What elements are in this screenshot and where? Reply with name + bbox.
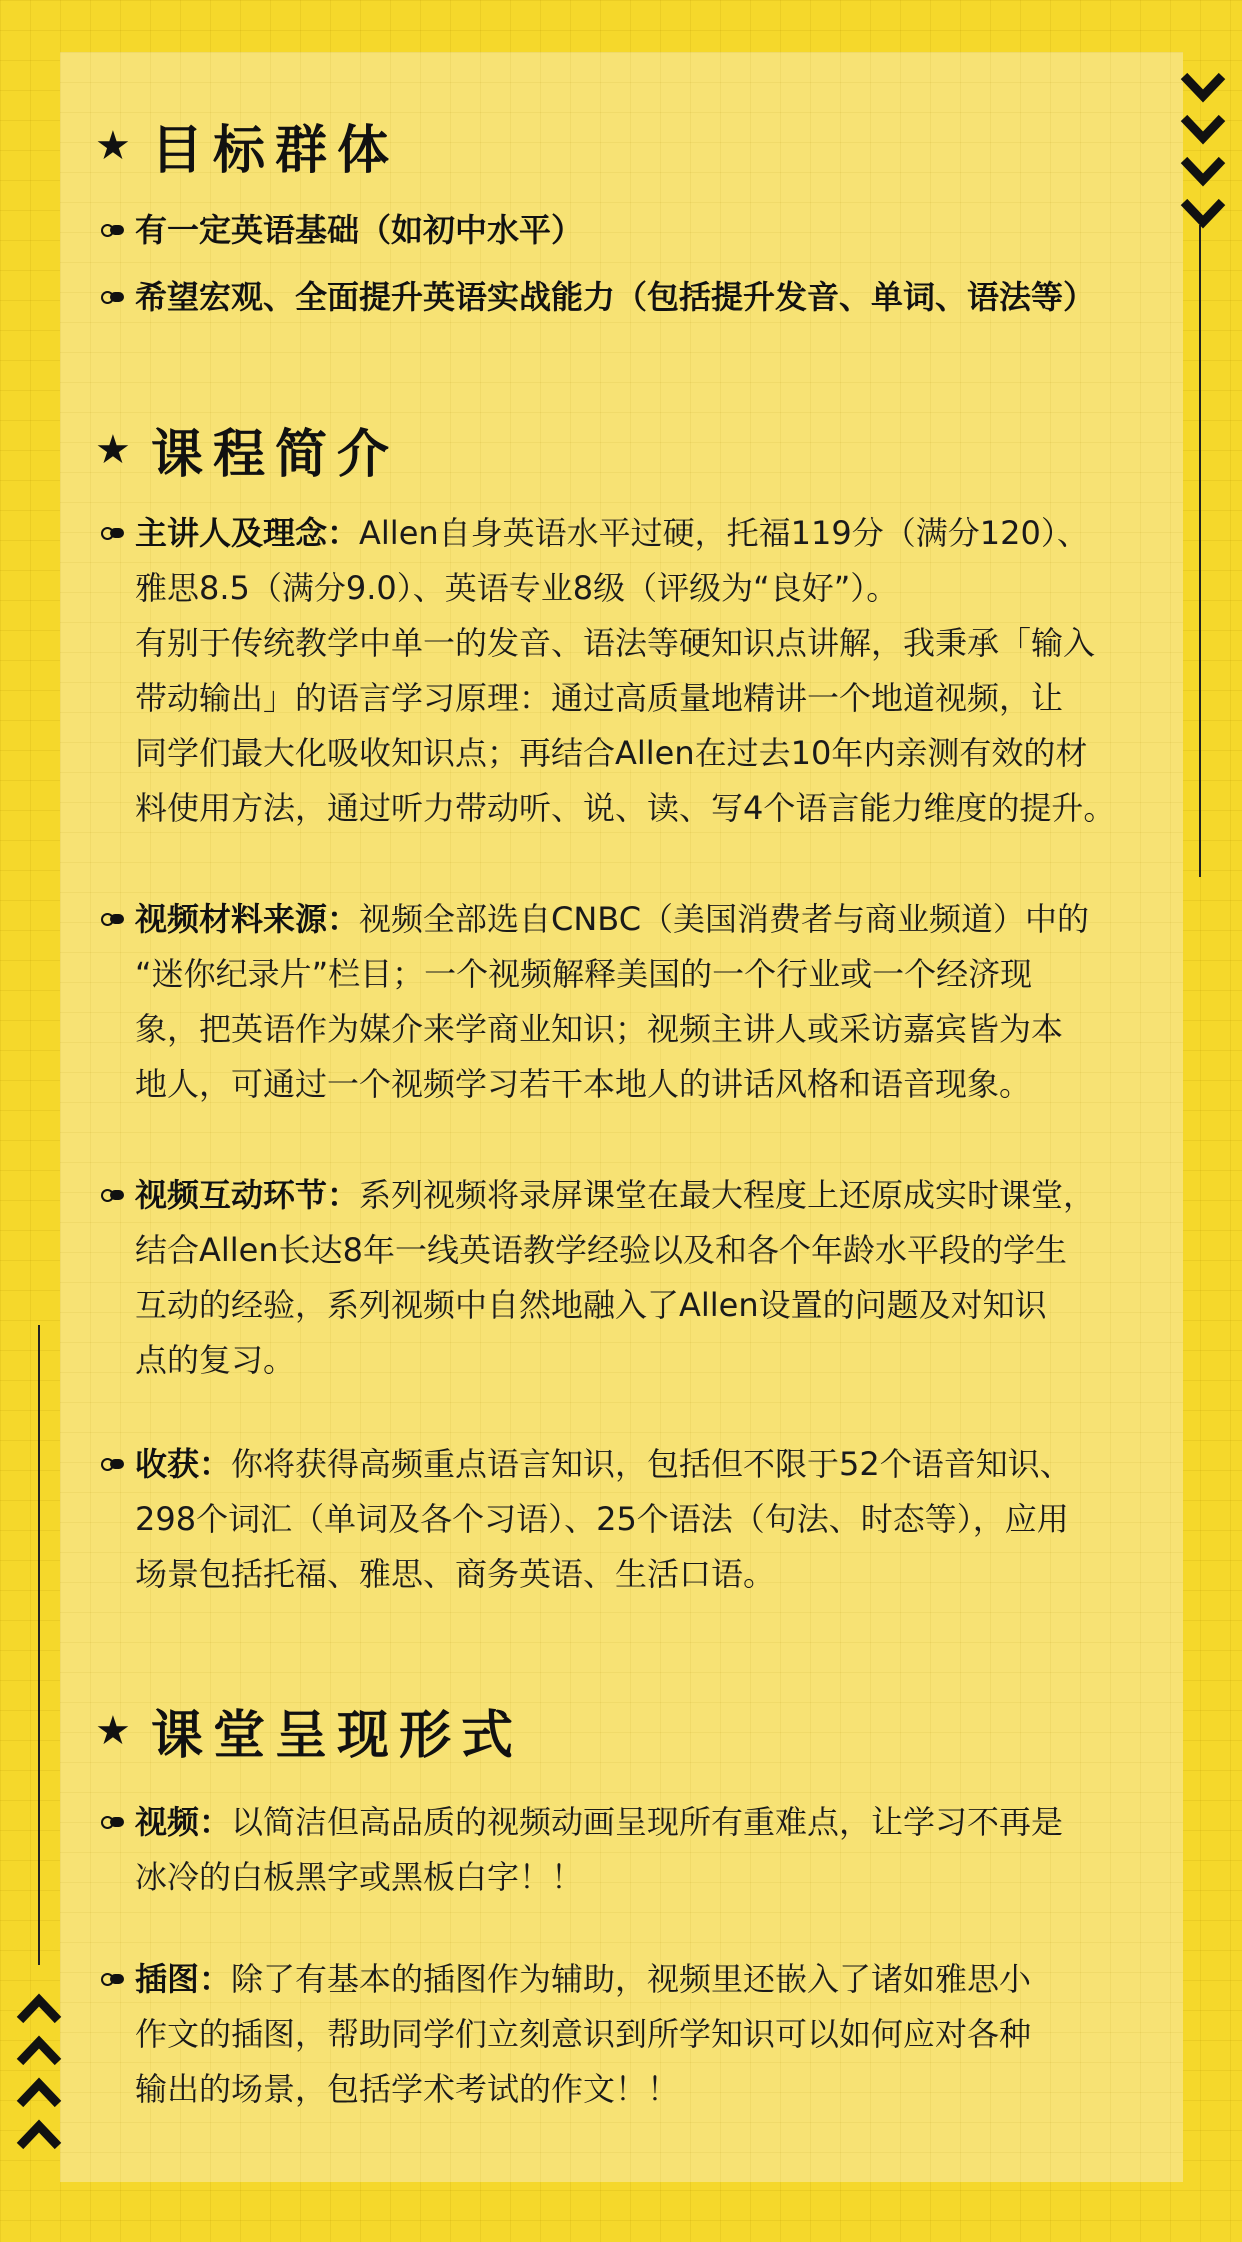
- bullet-icon: [101, 1188, 127, 1202]
- section-title-presentation-format: ★ 课堂呈现形式: [95, 1706, 524, 1766]
- chevron-up-icon: [16, 1992, 62, 2167]
- left-divider-line: [38, 1325, 40, 1965]
- list-item-gains: 收获：你将获得高频重点语言知识，包括但不限于52个语音知识、 298个词汇（单词及各个习语）、25个语法（句法、时态等），应用 场景包括托福、雅思、商务英语、生活口语。: [95, 1437, 1155, 1602]
- bullet-icon: [101, 526, 127, 540]
- list-item: 希望宏观、全面提升英语实战能力（包括提升发音、单词、语法等）: [95, 270, 1155, 325]
- bullet-icon: [101, 290, 127, 304]
- star-icon: ★: [95, 426, 131, 473]
- list-item-instructor: 主讲人及理念：Allen自身英语水平过硬，托福119分（满分120）、 雅思8.5（满分9.0）、英语专业8级（评级为“良好”）。 有别于传统教学中单一的发音、语法等硬知识点讲解，我秉承「输入 带动输出」的语言学习原理：通过高质量地精讲一个地道视频，让 同学们最大化吸收知识点；再结合Allen在过去10年内亲测有效的材 料使用方法，通过听力带动听、说、读、写4个语言能力维度的提升。: [95, 506, 1155, 836]
- star-icon: ★: [95, 1707, 131, 1754]
- list-item: 有一定英语基础（如初中水平）: [95, 203, 1155, 258]
- bullet-icon: [101, 912, 127, 926]
- section-title-target-audience: ★ 目标群体: [95, 121, 400, 181]
- bullet-icon: [101, 223, 127, 237]
- bullet-icon: [101, 1815, 127, 1829]
- right-divider-line: [1199, 225, 1201, 877]
- list-item-video-interaction: 视频互动环节：系列视频将录屏课堂在最大程度上还原成实时课堂， 结合Allen长达8年一线英语教学经验以及和各个年龄水平段的学生 互动的经验，系列视频中自然地融入了Allen设置的问题及对知识 点的复习。: [95, 1168, 1155, 1388]
- bullet-icon: [101, 1457, 127, 1471]
- list-item-video-source: 视频材料来源：视频全部选自CNBC（美国消费者与商业频道）中的 “迷你纪录片”栏目；一个视频解释美国的一个行业或一个经济现 象，把英语作为媒介来学商业知识；视频主讲人或采访嘉宾皆为本 地人，可通过一个视频学习若干本地人的讲话风格和语音现象。: [95, 892, 1155, 1112]
- section-title-course-intro: ★ 课程简介: [95, 425, 400, 485]
- list-item-illustration: 插图：除了有基本的插图作为辅助，视频里还嵌入了诸如雅思小 作文的插图，帮助同学们立刻意识到所学知识可以如何应对各种 输出的场景，包括学术考试的作文！！: [95, 1952, 1155, 2117]
- bullet-icon: [101, 1972, 127, 1986]
- chevron-down-icon: [1180, 70, 1226, 245]
- star-icon: ★: [95, 122, 131, 169]
- list-item-video: 视频：以简洁但高品质的视频动画呈现所有重难点，让学习不再是 冰冷的白板黑字或黑板白字！！: [95, 1795, 1155, 1905]
